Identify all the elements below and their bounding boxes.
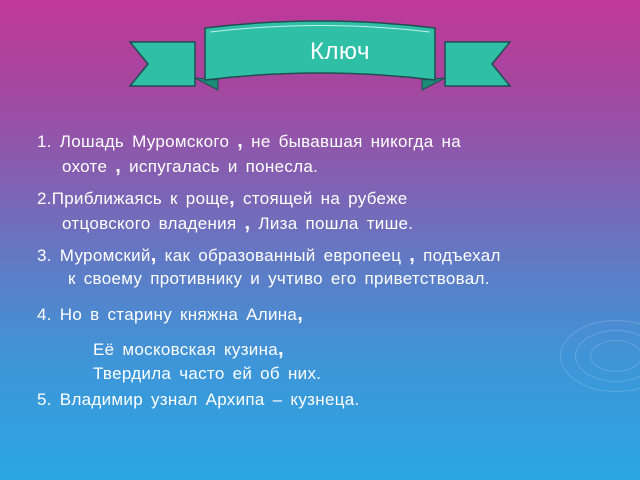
sentence-4-line-3: Твердила часто ей об них. [93, 364, 322, 383]
sentence-5-line-1: 5. Владимир узнал Архипа – кузнеца. [37, 390, 360, 409]
comma-mark: , [150, 244, 157, 266]
comma-mark: , [244, 212, 251, 234]
sentence-1-line-1: 1. Лошадь Муромского , не бывавшая никогда на [37, 130, 461, 152]
comma-mark: , [297, 303, 304, 325]
sentence-2-line-1: 2.Приближаясь к роще, стоящей на рубеже [37, 187, 408, 209]
comma-mark: , [237, 130, 244, 152]
sentence-3-line-1: 3. Муромский, как образованный европеец , подъехал [37, 244, 501, 266]
comma-mark: , [229, 187, 236, 209]
sentence-4-line-2: Её московская кузина, [93, 338, 284, 360]
sentence-3-line-2: к своему противнику и учтиво его приветствовал. [68, 269, 490, 288]
comma-mark: , [409, 244, 416, 266]
comma-mark: , [115, 155, 122, 177]
ripple-decoration [590, 340, 640, 372]
comma-mark: , [278, 338, 284, 360]
sentence-4-line-1: 4. Но в старину княжна Алина, [37, 303, 304, 325]
slide-title: Ключ [310, 38, 370, 65]
sentence-1-line-2: охоте , испугалась и понесла. [62, 155, 319, 177]
sentence-2-line-2: отцовского владения , Лиза пошла тише. [62, 212, 414, 234]
